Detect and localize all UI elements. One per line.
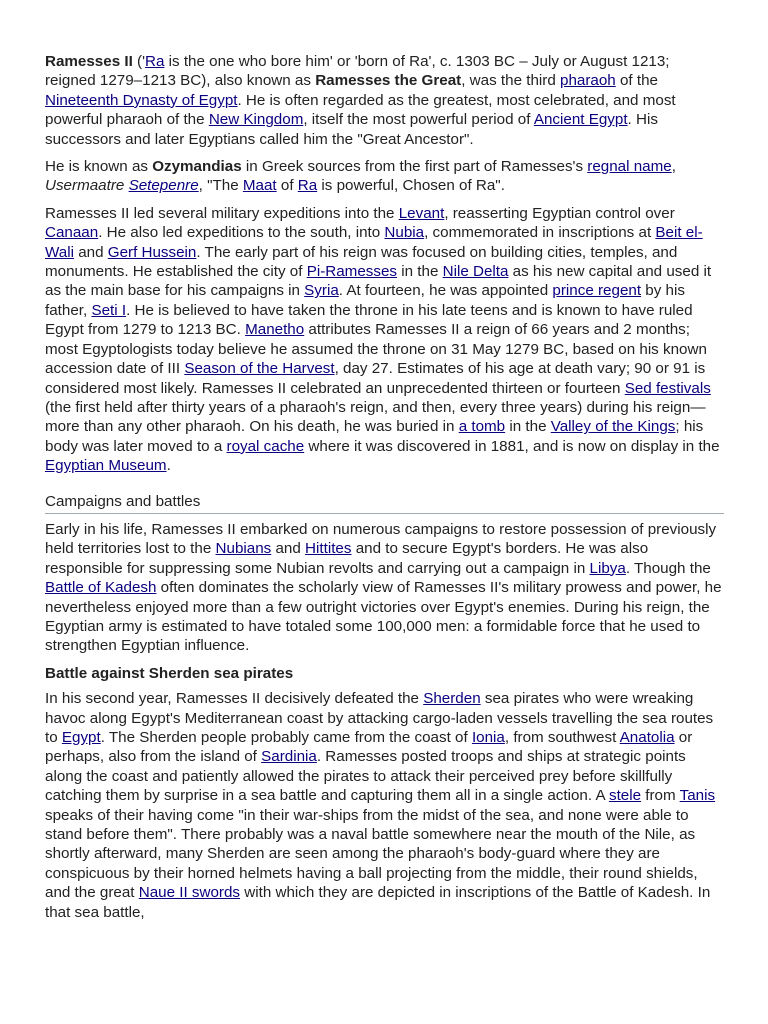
reign-paragraph: Ramesses II led several military expeditions into the Levant, reasserting Egyptian control over Canaan. He also led expeditions to the south, into Nubia, commemorated in inscriptions at Beit el-Wali and Gerf Hussein. The early part of his reign was focused on building cities, temples, and monuments. He established the city of Pi-Ramesses in the Nile Delta as his new capital and used it as the main base for his campaigns in Syria. At fourteen, he was appointed prince regent by his father, Seti I. He is believed to have taken the throne in his late teens and is known to have ruled Egypt from 1279 to 1213 BC. Manetho attributes Ramesses II a reign of 66 years and 2 months; most Egyptologists today believe he assumed the throne on 31 May 1279 BC, based on his known accession date of III Season of the Harvest, day 27. Estimates of his age at death vary; 90 or 91 is considered most likely. Ramesses II celebrated an unprecedented thirteen or fourteen Sed festivals (the first held after thirty years of a pharaoh's reign, and then, every three years) during his reign—more than any other pharaoh. On his death, he was buried in a tomb in the Valley of the Kings; his body was later moved to a royal cache where it was discovered in 1881, and is now on display in the Egyptian Museum. bbox=[45, 204, 720, 475]
link-syria[interactable]: Syria bbox=[304, 282, 339, 300]
usermaatre-italic: Usermaatre bbox=[45, 177, 129, 195]
article-subject: Ramesses II bbox=[45, 53, 133, 70]
link-naue-ii-swords[interactable]: Naue II swords bbox=[138, 884, 241, 902]
link-season-of-the-harvest[interactable]: Season of the Harvest bbox=[184, 360, 335, 378]
link-valley-of-the-kings[interactable]: Valley of the Kings bbox=[550, 418, 676, 436]
link-setepenre[interactable]: Setepenre bbox=[128, 177, 199, 195]
link-ionia[interactable]: Ionia bbox=[471, 729, 505, 746]
link-levant[interactable]: Levant bbox=[398, 204, 445, 222]
link-sherden[interactable]: Sherden bbox=[423, 690, 481, 708]
link-pharaoh[interactable]: pharaoh bbox=[560, 72, 616, 90]
link-nile-delta[interactable]: Nile Delta bbox=[442, 263, 509, 281]
link-canaan[interactable]: Canaan bbox=[45, 224, 99, 242]
link-ancient-egypt[interactable]: Ancient Egypt bbox=[533, 111, 628, 129]
section-heading-campaigns: Campaigns and battles bbox=[45, 492, 724, 514]
link-sardinia[interactable]: Sardinia bbox=[261, 748, 317, 766]
link-ra[interactable]: Ra bbox=[145, 53, 165, 70]
ozymandias-paragraph: He is known as Ozymandias in Greek sources from the first part of Ramesses's regnal name, Usermaatre Setepenre, "The Maat of Ra is powerful, Chosen of Ra". bbox=[45, 158, 676, 195]
link-nineteenth-dynasty[interactable]: Nineteenth Dynasty of Egypt bbox=[45, 91, 238, 109]
link-tanis[interactable]: Tanis bbox=[679, 787, 716, 805]
link-maat[interactable]: Maat bbox=[242, 177, 277, 195]
ozymandias-bold: Ozymandias bbox=[152, 158, 242, 176]
link-battle-of-kadesh[interactable]: Battle of Kadesh bbox=[45, 579, 157, 597]
link-egyptian-museum[interactable]: Egyptian Museum bbox=[45, 457, 167, 475]
campaigns-paragraph: Early in his life, Ramesses II embarked on numerous campaigns to restore possession of previously held territories lost to the Nubians and Hittites and to secure Egypt's borders. He was also responsible for suppressing some Nubian revolts and carrying out a campaign in Libya. Though the Battle of Kadesh often dominates the scholarly view of Ramesses II's military prowess and power, he nevertheless enjoyed more than a few outright victories over Egypt's enemies. During his reign, the Egyptian army is estimated to have totaled some 100,000 men: a formidable force that he used to strengthen Egyptian influence. bbox=[45, 520, 722, 655]
link-beit-el-wali[interactable]: Beit el-Wali bbox=[45, 224, 703, 261]
link-royal-cache[interactable]: royal cache bbox=[226, 437, 305, 455]
link-ra-2[interactable]: Ra bbox=[297, 177, 318, 195]
link-prince-regent[interactable]: prince regent bbox=[552, 282, 642, 300]
link-libya[interactable]: Libya bbox=[589, 559, 626, 577]
link-new-kingdom[interactable]: New Kingdom bbox=[208, 111, 304, 129]
link-anatolia[interactable]: Anatolia bbox=[619, 729, 675, 746]
link-pi-ramesses[interactable]: Pi-Ramesses bbox=[306, 263, 398, 281]
link-hittites[interactable]: Hittites bbox=[305, 540, 352, 558]
link-egypt[interactable]: Egypt bbox=[61, 729, 101, 746]
link-nubians[interactable]: Nubians bbox=[215, 540, 272, 558]
link-sed-festivals[interactable]: Sed festivals bbox=[624, 379, 711, 397]
link-a-tomb[interactable]: a tomb bbox=[458, 418, 506, 436]
subsection-heading-sherden: Battle against Sherden sea pirates bbox=[45, 664, 294, 682]
link-stele[interactable]: stele bbox=[608, 787, 642, 805]
link-regnal-name[interactable]: regnal name bbox=[587, 158, 672, 176]
link-seti-i[interactable]: Seti I bbox=[91, 301, 127, 319]
link-nubia[interactable]: Nubia bbox=[384, 224, 425, 242]
intro-paragraph: Ramesses II ('Ra is the one who bore him' or 'born of Ra', c. 1303 BC – July or August 1213; reigned 1279–1213 BC), also known as Ramesses the Great, was the third pharaoh of the Nineteenth Dynasty of Egypt. He is often regarded as the greatest, most celebrated, and most powerful pharaoh of the New Kingdom, itself the most powerful period of Ancient Egypt. His successors and later Egyptians called him the "Great Ancestor". bbox=[45, 53, 676, 148]
alias-bold: Ramesses the Great bbox=[315, 72, 462, 90]
link-manetho[interactable]: Manetho bbox=[245, 321, 305, 339]
link-gerf-hussein[interactable]: Gerf Hussein bbox=[107, 243, 197, 261]
sherden-paragraph: In his second year, Ramesses II decisively defeated the Sherden sea pirates who were wreaking havoc along Egypt's Mediterranean coast by attacking cargo-laden vessels travelling the sea routes to Egypt. The Sherden people probably came from the coast of Ionia, from southwest Anatolia or perhaps, also from the island of Sardinia. Ramesses posted troops and ships at strategic points along the coast and patiently allowed the pirates to attack their perceived prey before skillfully catching them by surprise in a sea battle and capturing them all in a single action. A stele from Tanis speaks of their having come "in their war-ships from the midst of the sea, and none were able to stand before them". There probably was a naval battle somewhere near the mouth of the Nile, as shortly afterward, many Sherden are seen among the pharaoh's body-guard where they are conspicuous by their horned helmets having a ball projecting from the middle, their round shields, and the great Naue II swords with which they are depicted in inscriptions of the Battle of Kadesh. In that sea battle, bbox=[45, 690, 716, 921]
